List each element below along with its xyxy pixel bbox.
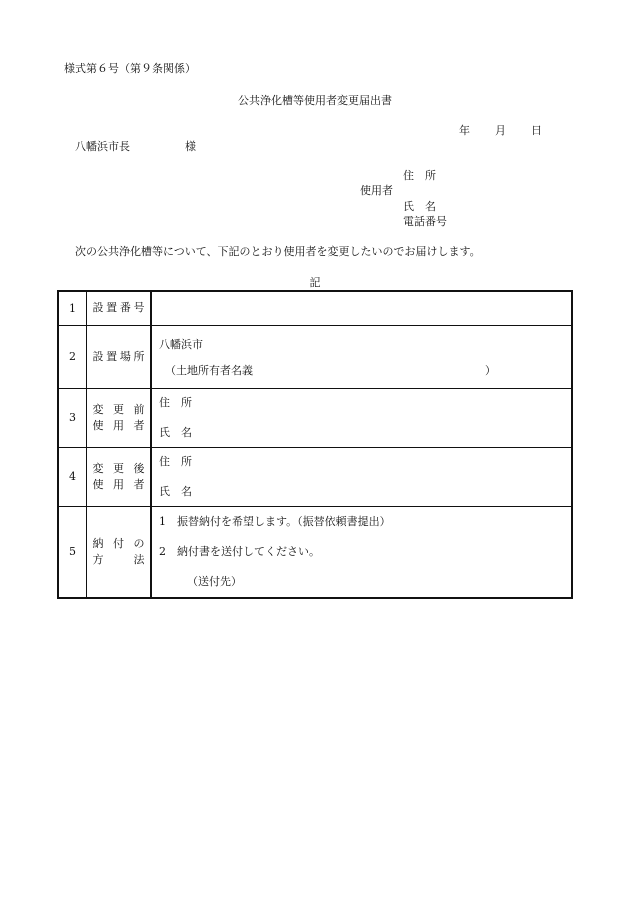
item-label-line2: 使用者 xyxy=(92,418,145,432)
item-label: 設置番号 xyxy=(92,301,145,315)
date-month: 月 xyxy=(495,124,506,137)
land-owner-label: （土地所有者名義 xyxy=(165,363,253,377)
item-label-line1: 納付の xyxy=(92,536,145,550)
new-user-field[interactable] xyxy=(151,447,572,506)
row-number: 1 xyxy=(58,291,87,325)
payment-method-field[interactable] xyxy=(151,506,572,598)
row-number: 3 xyxy=(58,388,87,447)
details-table xyxy=(57,290,573,599)
applicant-phone-label: 電話番号 xyxy=(403,215,447,228)
table-row xyxy=(58,291,572,325)
table-row xyxy=(58,325,572,388)
table-row xyxy=(58,388,572,447)
table-row xyxy=(58,447,572,506)
applicant-role-label: 使用者 xyxy=(360,184,393,197)
item-label-line1: 変更後 xyxy=(92,461,145,475)
document-title: 公共浄化槽等使用者変更届出書 xyxy=(238,94,392,107)
land-owner-close: ） xyxy=(485,363,496,377)
row-number: 5 xyxy=(58,506,87,598)
item-label-line2: 使用者 xyxy=(92,477,145,491)
payment-option-1[interactable]: 1 振替納付を希望します。（振替依頼書提出） xyxy=(159,514,391,528)
item-label: 設置場所 xyxy=(92,349,145,363)
item-label-line1: 変更前 xyxy=(92,402,145,416)
city-name: 八幡浜市 xyxy=(159,337,203,351)
name-label: 氏 名 xyxy=(159,425,192,439)
send-to-label: （送付先） xyxy=(187,574,242,588)
applicant-address-label: 住 所 xyxy=(403,169,436,182)
intro-text: 次の公共浄化槽等について、下記のとおり使用者を変更したいのでお届けします。 xyxy=(75,245,481,258)
date-year: 年 xyxy=(459,124,470,137)
ki-label: 記 xyxy=(309,276,321,289)
name-label: 氏 名 xyxy=(159,484,192,498)
date-line xyxy=(459,124,542,138)
addressee xyxy=(75,140,196,154)
form-number: 様式第６号（第９条関係） xyxy=(64,62,196,75)
installation-number-field[interactable] xyxy=(151,291,572,325)
row-number: 4 xyxy=(58,447,87,506)
address-label: 住 所 xyxy=(159,395,192,409)
applicant-name-label: 氏 名 xyxy=(403,200,436,213)
addressee-honorific: 様 xyxy=(185,140,196,153)
addressee-name: 八幡浜市長 xyxy=(75,140,130,153)
payment-option-2[interactable]: 2 納付書を送付してください。 xyxy=(159,544,320,558)
row-number: 2 xyxy=(58,325,87,388)
date-day: 日 xyxy=(531,124,542,137)
installation-location-field[interactable] xyxy=(151,325,572,388)
table-row xyxy=(58,506,572,598)
previous-user-field[interactable] xyxy=(151,388,572,447)
address-label: 住 所 xyxy=(159,454,192,468)
item-label-line2: 方 法 xyxy=(92,552,145,566)
